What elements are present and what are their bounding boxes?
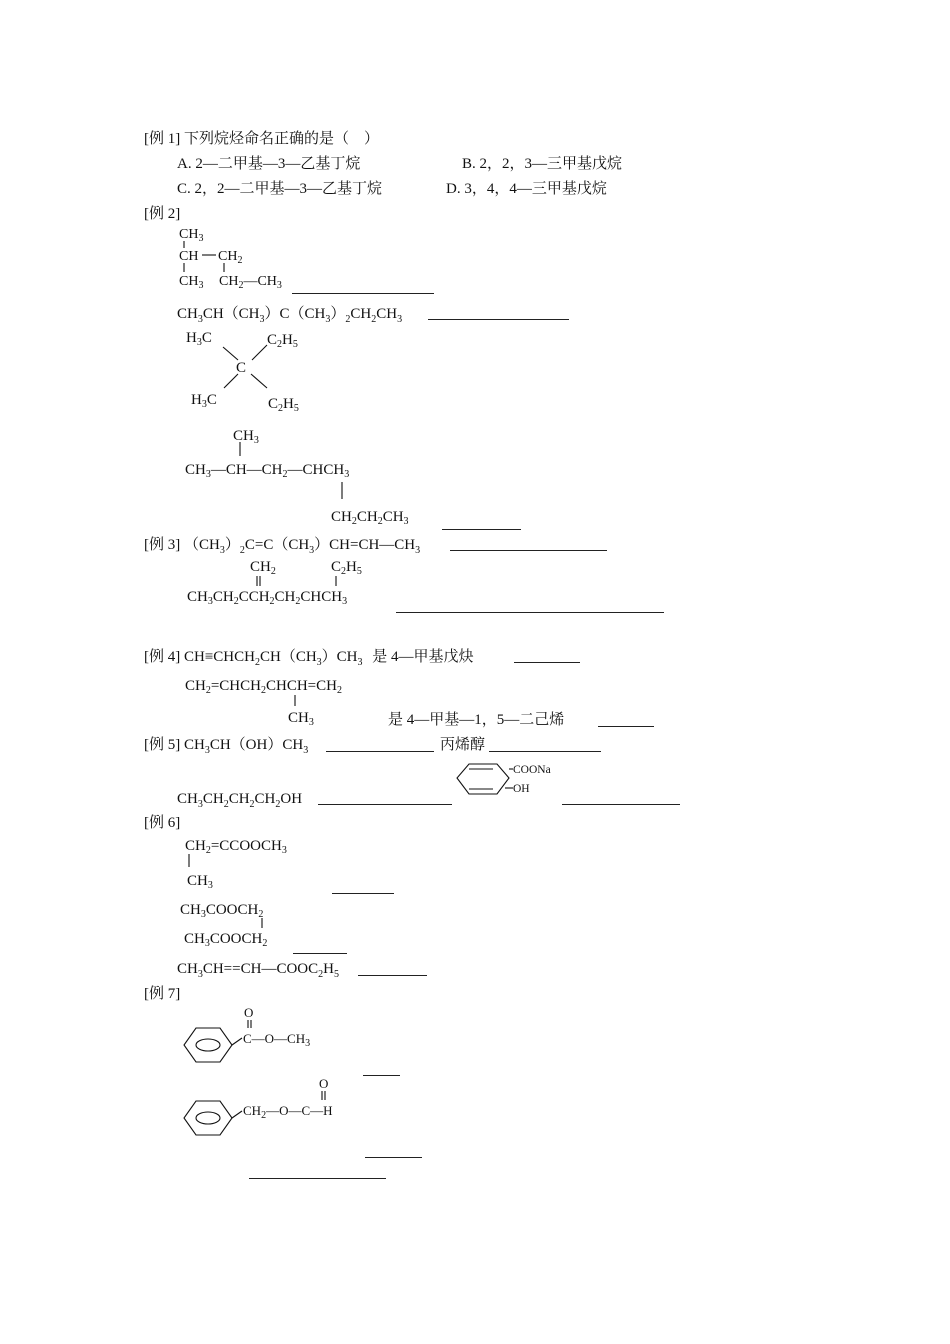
option-a: A. 2—二甲基—3—乙基丁烷 (177, 156, 361, 172)
ch2-label: $CH_2$ (218, 249, 243, 266)
answer-blank[interactable] (358, 975, 427, 976)
structure-3-2 (185, 555, 405, 607)
question-text: 下列烷烃命名正确的是（ ） (184, 131, 380, 147)
example-4-label: [例 4] (144, 649, 181, 665)
coona-label: COONa (513, 764, 551, 776)
structure-2-4 (183, 422, 443, 530)
answer-blank[interactable] (428, 319, 569, 320)
ch3-branch: $CH_3$ (288, 710, 314, 728)
option-d: D. 3，4，4—三甲基戊烷 (446, 181, 607, 197)
ch3-bottom: $CH_3$ (179, 274, 204, 291)
answer-blank[interactable] (365, 1157, 422, 1158)
structure-2-3 (183, 322, 323, 418)
option-b: B. 2，2，3—三甲基戊烷 (462, 156, 623, 172)
answer-blank[interactable] (293, 953, 347, 954)
ester-chain: $C—O—CH_3$ (243, 1031, 311, 1049)
top-ester: $CH_3COOCH_2$ (180, 902, 264, 920)
claim-1: 是 4—甲基戊炔 (372, 649, 474, 665)
example-3-label: [例 3] (144, 537, 181, 553)
main-chain: $CH_3—CH—CH_2—CHCH_3$ (185, 462, 350, 480)
structure-6-2 (179, 897, 309, 951)
bottom-ester: $CH_3COOCH_2$ (184, 931, 268, 949)
c2h5-top: $C_2H_5$ (331, 559, 362, 577)
structure-2-1 (176, 222, 306, 294)
answer-blank[interactable] (249, 1178, 386, 1179)
main-chain: $CH_3CH_2CCH_2CH_2CHCH_3$ (187, 589, 348, 607)
ch-label: CH (179, 249, 199, 264)
oh-label: OH (513, 783, 530, 795)
formula-2-2: $CH_3CH(CH_3)C(CH_3)_2CH_2CH_3$ (177, 306, 403, 325)
answer-blank[interactable] (292, 293, 434, 294)
benzyl-formate-structure (180, 1073, 380, 1139)
ch3-branch: $CH_3$ (187, 873, 213, 891)
example-4-formula: [例 4] $CH\equiv CHCH_2CH(CH_3)CH_3$ 是 4—甲基戊炔 (144, 649, 474, 668)
propenol-name: 丙烯醇 (440, 737, 486, 753)
answer-blank[interactable] (514, 662, 580, 663)
example-1-question (144, 130, 379, 148)
answer-blank[interactable] (332, 893, 394, 894)
ch2-top: $CH_2$ (250, 559, 276, 577)
answer-blank[interactable] (396, 612, 664, 613)
example-6-label: [例 6] (144, 815, 181, 831)
ch3-top: $CH_3$ (233, 428, 259, 446)
example-5-formula: [例 5] $CH_3CH(OH)CH_3$ (144, 737, 309, 756)
example-1-label: [例 1] (144, 131, 181, 147)
carbonyl-o: O (319, 1076, 329, 1091)
answer-blank[interactable] (489, 751, 601, 752)
answer-blank[interactable] (326, 751, 434, 752)
carbonyl-o: O (244, 1005, 254, 1020)
propyl-branch: $CH_2CH_2CH_3$ (331, 509, 409, 527)
butanol-formula: $CH_3CH_2CH_2CH_2OH$ (177, 791, 303, 810)
central-carbon: C (236, 360, 247, 376)
ch2ch3-chain: $CH_2—CH_3$ (219, 274, 282, 291)
h3c-top: $H_3C$ (186, 330, 212, 348)
example-2-label: [例 2] (144, 206, 181, 222)
example-3-formula: [例 3] $(CH_3)_2C=C(CH_3)CH=CH—CH_3$ (144, 537, 421, 556)
main-chain: $CH_2=CCOOCH_3$ (185, 838, 287, 856)
answer-blank[interactable] (562, 804, 680, 805)
answer-blank[interactable] (450, 550, 607, 551)
c2h5-bottom: $C_2H_5$ (268, 396, 299, 414)
claim-2: 是 4—甲基—1，5—二己烯 (388, 712, 565, 728)
c2h5-top: $C_2H_5$ (267, 332, 298, 350)
formate-chain: $CH_2—O—C—H$ (243, 1103, 333, 1121)
answer-blank[interactable] (442, 529, 521, 530)
example-5-label: [例 5] (144, 737, 181, 753)
option-c: C. 2，2—二甲基—3—乙基丁烷 (177, 181, 383, 197)
ch3-top: $CH_3$ (179, 227, 204, 244)
formula-6-3: $CH_3CH==CH—COOC_2H_5$ (177, 961, 339, 980)
structure-4-2 (183, 672, 403, 728)
methyl-benzoate-structure (180, 1003, 340, 1065)
main-chain: $CH_2=CHCH_2CHCH=CH_2$ (185, 678, 342, 696)
structure-6-1 (183, 832, 333, 890)
h3c-bottom: $H_3C$ (191, 392, 217, 410)
answer-blank[interactable] (318, 804, 452, 805)
sodium-salicylate-structure (455, 758, 565, 802)
answer-blank[interactable] (598, 726, 654, 727)
example-7-label: [例 7] (144, 986, 181, 1002)
